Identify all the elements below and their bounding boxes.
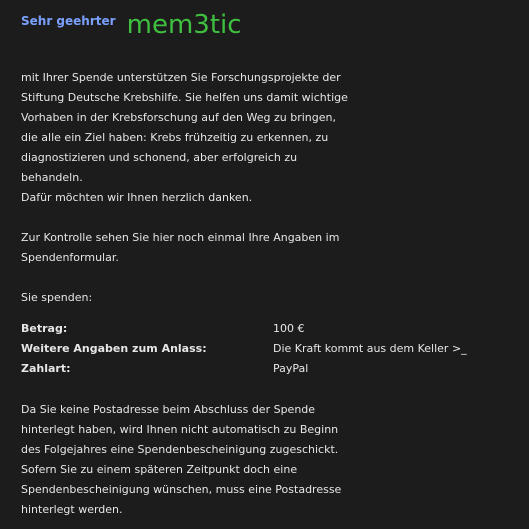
closing-line: Sofern Sie zu einem späteren Zeitpunkt doch eine	[21, 463, 298, 476]
control-line: Zur Kontrolle sehen Sie hier noch einmal Ihre Angaben im	[21, 231, 340, 244]
detail-value: Die Kraft kommt aus dem Keller >_	[273, 342, 467, 355]
intro-line: die alle ein Ziel haben: Krebs frühzeitig zu erkennen, zu	[21, 131, 329, 144]
closing-paragraph	[21, 400, 341, 520]
donation-heading: Sie spenden:	[21, 291, 93, 304]
detail-row-payment	[21, 359, 521, 379]
control-paragraph	[21, 228, 339, 268]
intro-line: Vorhaben in der Krebsforschung auf den Weg zu bringen,	[21, 111, 336, 124]
detail-row-amount	[21, 319, 521, 339]
closing-line: hinterlegt werden.	[21, 503, 123, 516]
closing-line: hinterlegt haben, wird Ihnen nicht automatisch zu Beginn	[21, 423, 339, 436]
control-line: Spendenformular.	[21, 251, 119, 264]
intro-line: Stiftung Deutsche Krebshilfe. Sie helfen uns damit wichtige	[21, 91, 348, 104]
closing-line: des Folgejahres eine Spendenbescheinigung zugeschickt.	[21, 443, 339, 456]
intro-paragraph	[21, 68, 348, 208]
detail-label: Weitere Angaben zum Anlass:	[21, 342, 207, 355]
detail-value: PayPal	[273, 362, 309, 375]
detail-value: 100 €	[273, 322, 305, 335]
intro-line: Dafür möchten wir Ihnen herzlich danken.	[21, 191, 253, 204]
detail-label: Betrag:	[21, 322, 68, 335]
intro-line: behandeln.	[21, 171, 83, 184]
recipient-name: mem3tic	[126, 10, 242, 40]
greeting	[21, 10, 242, 40]
detail-row-occasion	[21, 339, 521, 359]
closing-line: Spendenbescheinigung wünschen, muss eine Postadresse	[21, 483, 342, 496]
intro-line: diagnostizieren und schonend, aber erfolgreich zu	[21, 151, 298, 164]
salutation: Sehr geehrter	[21, 14, 116, 28]
donation-details	[21, 319, 521, 379]
intro-line: mit Ihrer Spende unterstützen Sie Forschungsprojekte der	[21, 71, 341, 84]
detail-label: Zahlart:	[21, 362, 71, 375]
closing-line: Da Sie keine Postadresse beim Abschluss der Spende	[21, 403, 316, 416]
